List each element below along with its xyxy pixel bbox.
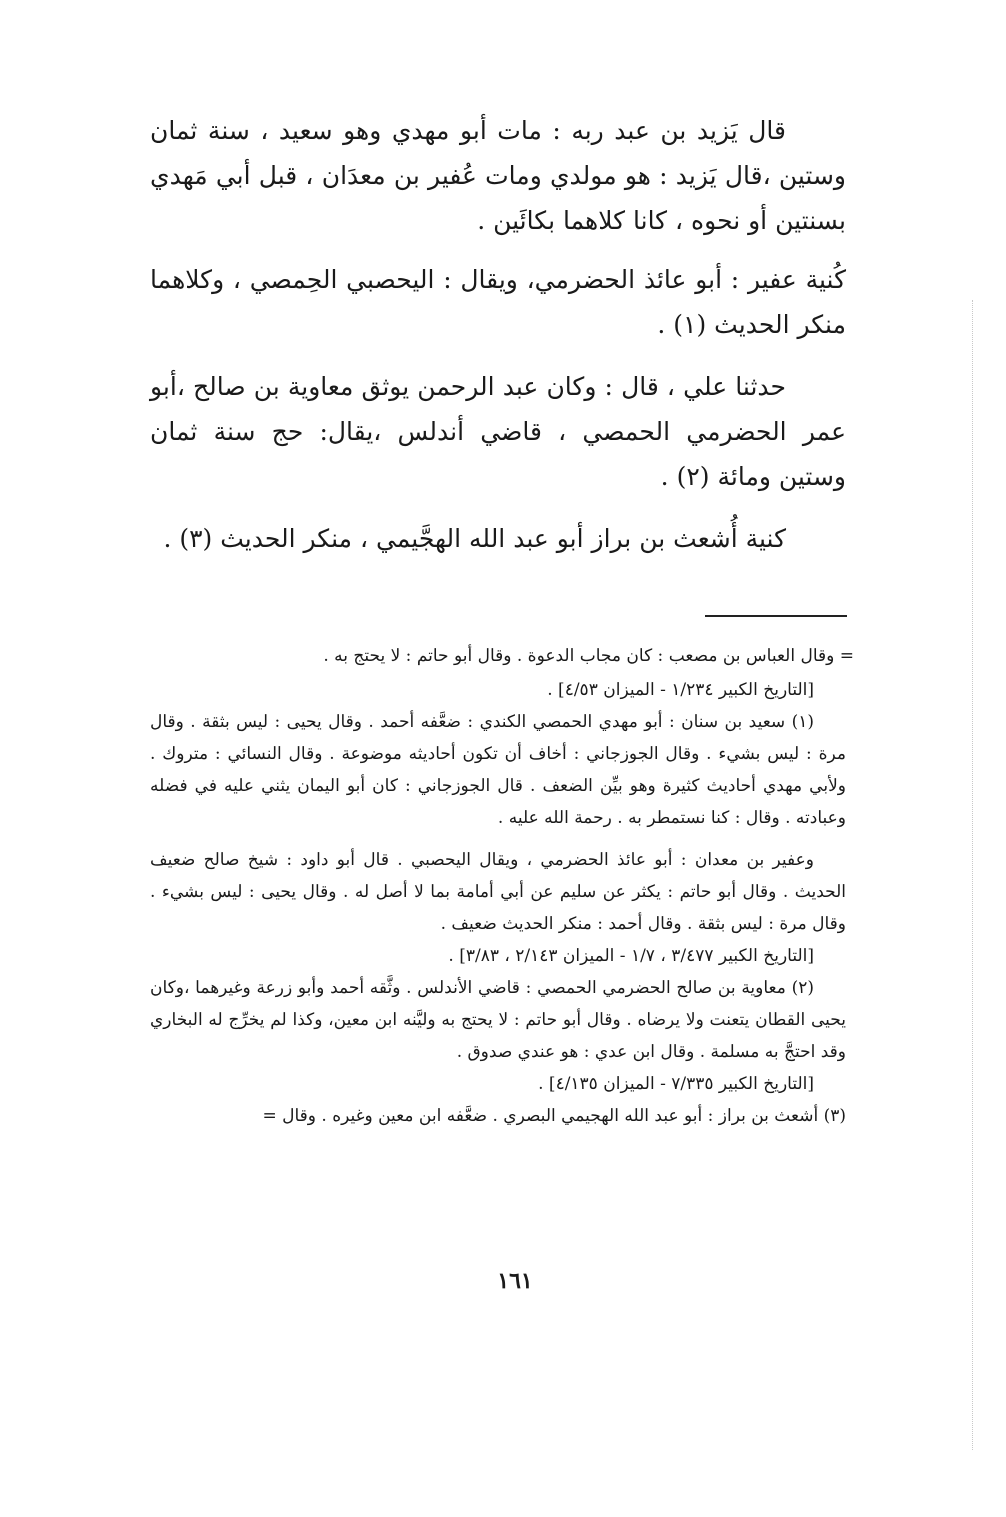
footnote-separator (705, 615, 847, 617)
scan-edge-line (972, 300, 973, 1450)
footnote-2: (٢) معاوية بن صالح الحضرمي الحمصي : قاضي الأندلس . وثَّقه أحمد وأبو زرعة وغيرهما ،وكان يحيى القطان يتعنت ولا يرضاه . وقال أبو حاتم : لا يحتج به وليَّنه ابن معين، وكذا لم يخرِّج له البخاري وقد احتجَّ به مسلمة . وقال ابن عدي : هو عندي صدوق . (150, 978, 846, 1062)
page-number: ١٦١ (497, 1268, 533, 1294)
paragraph-3: حدثنا علي ، قال : وكان عبد الرحمن يوثق معاوية بن صالح ،أبو عمر الحضرمي الحمصي ، قاضي أندلس ،يقال: حج سنة ثمان وستين ومائة (٢) . (150, 372, 846, 491)
main-text (150, 108, 846, 561)
paragraph-2: كُنية عفير : أبو عائذ الحضرمي، ويقال : اليحصبي الحِمصي ، وكلاهما منكر الحديث (١) . (150, 265, 846, 339)
footnote-1: (١) سعيد بن سنان : أبو مهدي الحمصي الكندي : ضعَّفه أحمد . وقال يحيى : ليس بثقة . وقال مرة : ليس بشيء . وقال الجوزجاني : أخاف أن تكون أحاديثه موضوعة . وقال النسائي : متروك . ولأبي مهدي أحاديث كثيرة وهو بيِّن الضعف . قال الجوزجاني : كان أبو اليمان يثني عليه في فضله وعبادته . وقال : كنا نستمطر به . رحمة الله عليه . (150, 712, 846, 828)
footnote-continuation: = وقال العباس بن مصعب : كان مجاب الدعوة . وقال أبو حاتم : لا يحتج به . (323, 646, 854, 666)
paragraph-1: قال يَزيد بن عبد ربه : مات أبو مهدي وهو سعيد ، سنة ثمان وستين ،قال يَزيد : هو مولدي ومات عُفير بن معدَان ، قبل أبي مَهدي بسنتين أو نحوه ، كانا كلاهما بكائَين . (150, 116, 846, 235)
paragraph-4: كنية أُشعث بن براز أبو عبد الله الهجَّيمي ، منكر الحديث (٣) . (163, 524, 786, 553)
footnote-1-continued: وعفير بن معدان : أبو عائذ الحضرمي ، ويقال اليحصبي . قال أبو داود : شيخ صالح ضعيف الحديث . وقال أبو حاتم : يكثر عن سليم عن أبي أمامة بما لا أصل له . وقال يحيى : ليس بشيء . وقال مرة : ليس بثقة . وقال أحمد : منكر الحديث ضعيف . (150, 850, 846, 934)
footnote-3: (٣) أشعث بن براز : أبو عبد الله الهجيمي البصري . ضعَّفه ابن معين وغيره . وقال = (262, 1106, 846, 1126)
footnote-1-source: [التاريخ الكبير ٣/٤٧٧ ، ١/٧ - الميزان ٢/١٤٣ ، ٣/٨٣] . (448, 946, 814, 966)
footnote-2-source: [التاريخ الكبير ٧/٣٣٥ - الميزان ٤/١٣٥] . (538, 1074, 814, 1094)
footnote-continuation-source: [التاريخ الكبير ١/٢٣٤ - الميزان ٤/٥٣] . (547, 680, 814, 700)
footnotes (150, 640, 854, 1132)
